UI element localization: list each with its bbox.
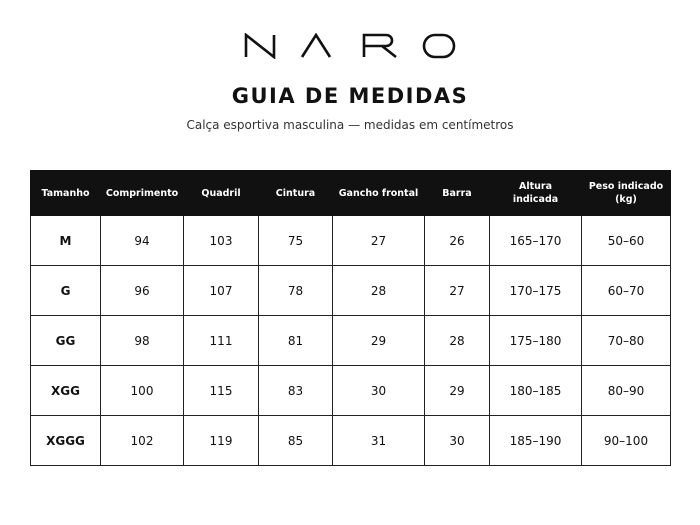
page-title: GUIA DE MEDIDAS — [231, 84, 469, 108]
table-cell: 30 — [425, 416, 490, 466]
table-cell: 60–70 — [582, 266, 671, 316]
table-row — [31, 366, 671, 416]
table-cell: 115 — [184, 366, 259, 416]
table-cell: 78 — [259, 266, 333, 316]
size-cell: XGGG — [31, 416, 101, 466]
table-cell: 175–180 — [490, 316, 582, 366]
table-cell: 102 — [101, 416, 184, 466]
table-header-row — [31, 171, 671, 216]
table-cell: 165–170 — [490, 216, 582, 266]
table-row — [31, 316, 671, 366]
table-cell: 75 — [259, 216, 333, 266]
table-cell: 27 — [425, 266, 490, 316]
table-cell: 170–175 — [490, 266, 582, 316]
table-cell: 107 — [184, 266, 259, 316]
table-cell: 80–90 — [582, 366, 671, 416]
column-header: Quadril — [184, 171, 259, 216]
column-header: Tamanho — [31, 171, 101, 216]
table-cell: 81 — [259, 316, 333, 366]
size-cell: XGG — [31, 366, 101, 416]
table-cell: 180–185 — [490, 366, 582, 416]
column-header: Gancho frontal — [333, 171, 425, 216]
table-cell: 50–60 — [582, 216, 671, 266]
table-cell: 98 — [101, 316, 184, 366]
column-header: Peso indicado (kg) — [582, 171, 671, 216]
table-cell: 85 — [259, 416, 333, 466]
page-subtitle: Calça esportiva masculina — medidas em centímetros — [186, 118, 514, 132]
column-header: Cintura — [259, 171, 333, 216]
column-header: Barra — [425, 171, 490, 216]
table-cell: 27 — [333, 216, 425, 266]
table-cell: 94 — [101, 216, 184, 266]
table-row — [31, 266, 671, 316]
column-header: Altura indicada — [490, 171, 582, 216]
table-body — [31, 216, 671, 466]
naro-logo-icon — [244, 33, 456, 59]
table-cell: 29 — [333, 316, 425, 366]
table-cell: 90–100 — [582, 416, 671, 466]
size-cell: M — [31, 216, 101, 266]
table-cell: 83 — [259, 366, 333, 416]
table-cell: 26 — [425, 216, 490, 266]
table-row — [31, 216, 671, 266]
size-cell: G — [31, 266, 101, 316]
table-cell: 96 — [101, 266, 184, 316]
brand-logo — [0, 33, 700, 59]
table-cell: 30 — [333, 366, 425, 416]
column-header: Comprimento — [101, 171, 184, 216]
size-cell: GG — [31, 316, 101, 366]
table-cell: 29 — [425, 366, 490, 416]
table-cell: 70–80 — [582, 316, 671, 366]
table-cell: 103 — [184, 216, 259, 266]
table-cell: 100 — [101, 366, 184, 416]
table-cell: 28 — [425, 316, 490, 366]
size-table — [30, 170, 671, 466]
table-cell: 28 — [333, 266, 425, 316]
table-row — [31, 416, 671, 466]
table-cell: 111 — [184, 316, 259, 366]
table-cell: 31 — [333, 416, 425, 466]
table-cell: 185–190 — [490, 416, 582, 466]
table-cell: 119 — [184, 416, 259, 466]
